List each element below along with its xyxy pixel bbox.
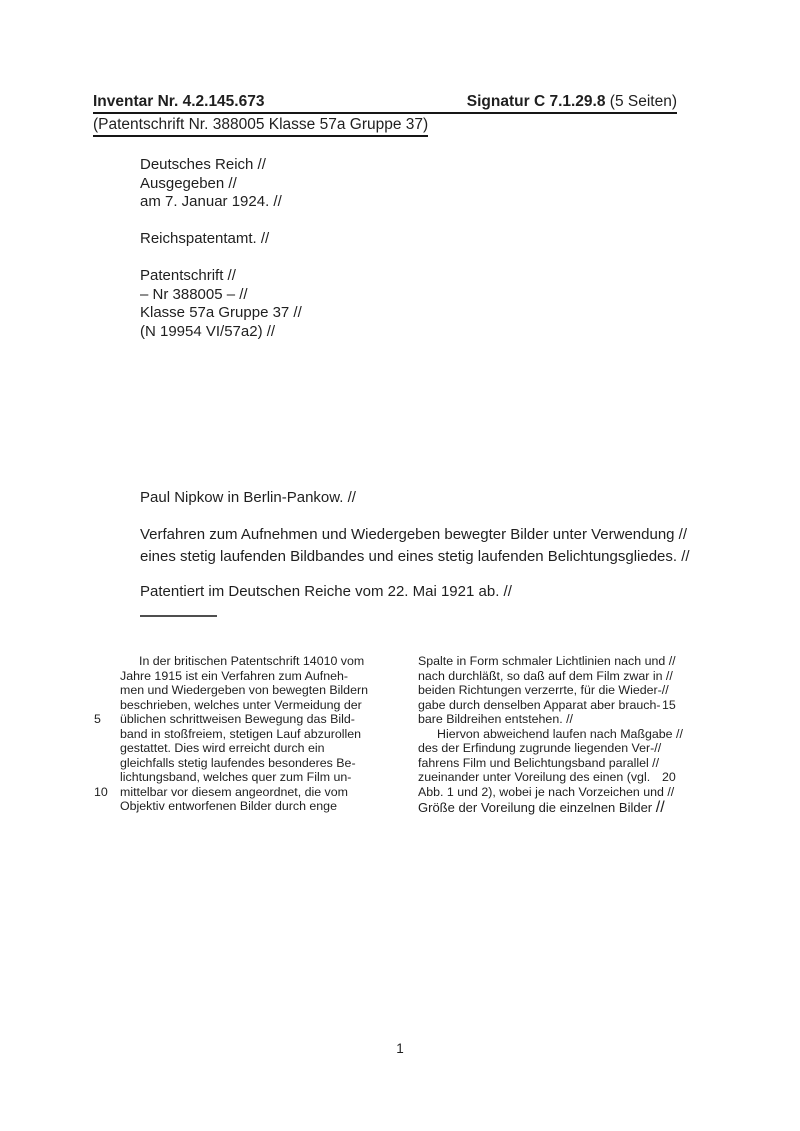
text-line: des der Erfindung zugrunde liegenden Ver-//	[418, 741, 662, 755]
text-line: Reichspatentamt. //	[140, 230, 270, 247]
patent-reference: (Patentschrift Nr. 388005 Klasse 57a Gruppe 37)	[93, 115, 428, 137]
text-line: Größe der Voreilung die einzelnen Bilder //	[418, 799, 665, 816]
text-line: Deutsches Reich //	[140, 156, 266, 173]
header	[93, 92, 677, 137]
text-line: (N 19954 VI/57a2) //	[140, 322, 276, 340]
text-line: Abb. 1 und 2), wobei je nach Vorzeichen und //	[418, 784, 675, 799]
double-slash: //	[655, 799, 665, 816]
signatur	[467, 92, 677, 111]
body-left-column	[94, 654, 396, 814]
text-line: band in stoßfreiem, stetigen Lauf abzurollen	[120, 726, 362, 741]
patent-date-line: Patentiert im Deutschen Reiche vom 22. Mai 1921 ab. //	[140, 583, 512, 600]
text-line: – Nr 388005 – //	[140, 285, 248, 303]
text-line: gleichfalls stetig laufendes besonderes Be-	[120, 755, 356, 770]
text-line: Spalte in Form schmaler Lichtlinien nach und //	[418, 654, 676, 668]
text-line	[140, 249, 302, 268]
patent-title	[140, 524, 690, 568]
text-line: Jahre 1915 ist ein Verfahren zum Aufneh-	[120, 668, 348, 683]
text-line: Hiervon abweichend laufen nach Maßgabe //	[437, 726, 683, 741]
signatur-number: Signatur C 7.1.29.8	[466, 93, 606, 110]
text-line: gabe durch denselben Apparat aber brauch- 15	[418, 697, 676, 712]
text-line: Patentschrift //	[140, 267, 236, 284]
text-line: lichtungsband, welches quer zum Film un-	[120, 770, 352, 784]
inventar-number: Inventar Nr. 4.2.145.673	[93, 93, 265, 110]
text-line: beiden Richtungen verzerrte, für die Wieder-//	[418, 683, 669, 697]
text-line: Verfahren zum Aufnehmen und Wiedergeben bewegter Bilder unter Verwendung //	[140, 526, 688, 543]
signatur-pages: (5 Seiten)	[605, 93, 677, 110]
header-row	[93, 92, 677, 114]
text-line: üblichen schrittweisen Bewegung das Bild- 5	[94, 712, 355, 726]
text-line: Klasse 57a Gruppe 37 //	[140, 304, 302, 321]
author-line: Paul Nipkow in Berlin-Pankow. //	[140, 489, 356, 506]
body-right-column	[418, 654, 683, 816]
text-line: mittelbar vor diesem angeordnet, die vom 10	[94, 784, 348, 799]
text-line: nach durchläßt, so daß auf dem Film zwar in //	[418, 668, 673, 683]
text-line: Ausgegeben //	[140, 174, 237, 192]
line-number: 10	[94, 784, 108, 799]
text-line: men und Wiedergeben von bewegten Bildern	[120, 683, 368, 697]
page-number: 1	[396, 1041, 404, 1056]
text-line: Objektiv entworfenen Bilder durch enge	[120, 799, 337, 813]
text-line: In der britischen Patentschrift 14010 vom	[139, 654, 365, 668]
text-line: zueinander unter Voreilung des einen (vgl. 20	[418, 770, 676, 784]
line-number: 20	[662, 770, 676, 784]
text-line: beschrieben, welches unter Vermeidung der	[120, 697, 362, 712]
text-line: bare Bildreihen entstehen. //	[418, 712, 573, 726]
text-line: gestattet. Dies wird erreicht durch ein	[120, 741, 325, 755]
text-line: fahrens Film und Belichtungsband parallel //	[418, 755, 660, 770]
line-number: 15	[662, 697, 676, 712]
separator-rule	[140, 615, 217, 617]
text-line	[140, 212, 302, 231]
line-number: 5	[94, 712, 101, 726]
masthead-block	[140, 156, 302, 341]
text-line: am 7. Januar 1924. //	[140, 193, 282, 210]
text-line: eines stetig laufenden Bildbandes und eines stetig laufenden Belichtungsgliedes. //	[140, 548, 690, 565]
